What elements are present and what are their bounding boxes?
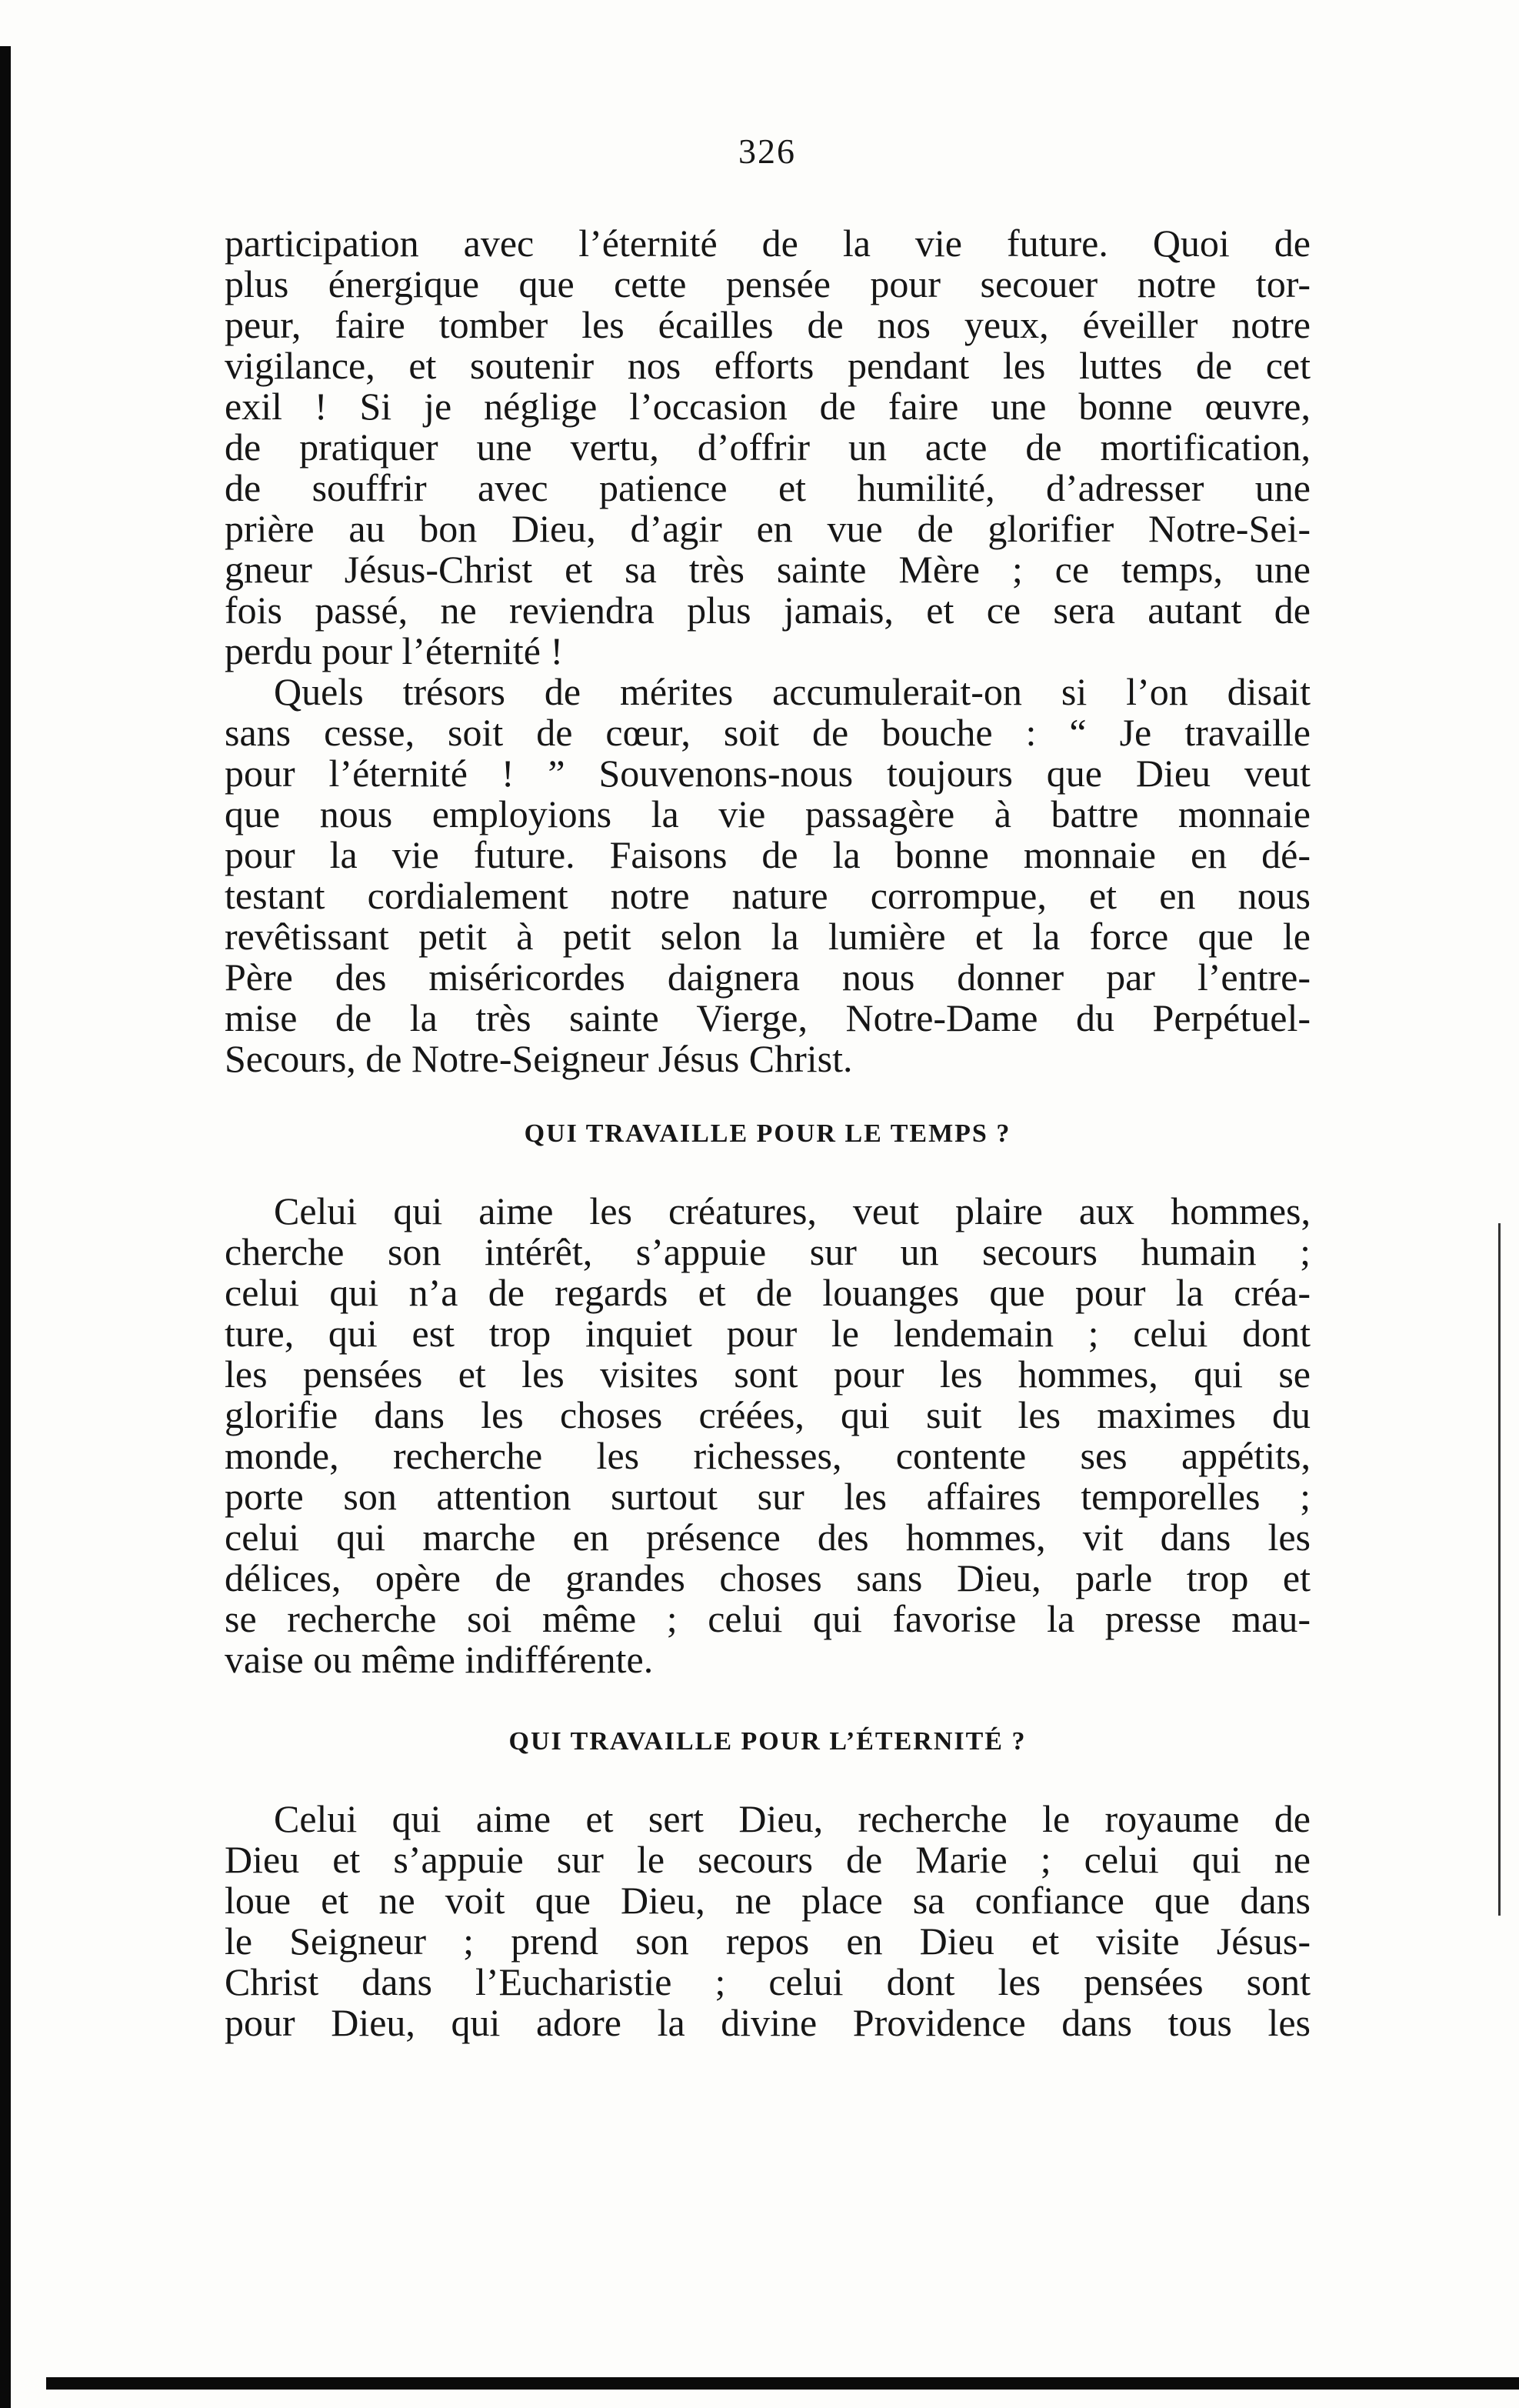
text-line: Dieu et s’appuie sur le secours de Marie ; celui qui ne bbox=[225, 1838, 1311, 1881]
text-line: se recherche soi même ; celui qui favorise la presse mau- bbox=[225, 1597, 1311, 1640]
text-line: vaise ou même indifférente. bbox=[225, 1638, 654, 1681]
text-line: celui qui marche en présence des hommes, vit dans les bbox=[225, 1516, 1311, 1559]
text-line: loue et ne voit que Dieu, ne place sa confiance que dans bbox=[225, 1879, 1311, 1922]
section-heading-eternity: QUI TRAVAILLE POUR L’ÉTERNITÉ ? bbox=[508, 1727, 1027, 1756]
text-line: Père des miséricordes daignera nous donner par l’entre- bbox=[225, 956, 1311, 999]
text-line: de pratiquer une vertu, d’offrir un acte de mortification, bbox=[225, 425, 1311, 469]
text-line: sans cesse, soit de cœur, soit de bouche : “ Je travaille bbox=[225, 711, 1311, 754]
text-line: Quels trésors de mérites accumulerait-on si l’on disait bbox=[274, 670, 1311, 713]
page-right-margin-mark bbox=[1498, 1223, 1501, 1916]
paragraph-works-for-eternity bbox=[225, 1799, 1311, 2043]
text-line: ture, qui est trop inquiet pour le lendemain ; celui dont bbox=[225, 1312, 1311, 1355]
text-line: exil ! Si je néglige l’occasion de faire une bonne œuvre, bbox=[225, 385, 1311, 428]
text-line: cherche son intérêt, s’appuie sur un secours humain ; bbox=[225, 1230, 1311, 1273]
text-line: fois passé, ne reviendra plus jamais, et ce sera autant de bbox=[225, 589, 1311, 632]
text-line: glorifie dans les choses créées, qui suit les maximes du bbox=[225, 1393, 1311, 1436]
text-line: vigilance, et soutenir nos efforts pendant les luttes de cet bbox=[225, 344, 1311, 387]
page-number: 326 bbox=[738, 132, 796, 171]
text-line: testant cordialement notre nature corrompue, et en nous bbox=[225, 874, 1311, 917]
text-line: les pensées et les visites sont pour les hommes, qui se bbox=[225, 1352, 1311, 1396]
text-line: Christ dans l’Eucharistie ; celui dont les pensées sont bbox=[225, 1960, 1311, 2003]
text-line: de souffrir avec patience et humilité, d’adresser une bbox=[225, 466, 1311, 509]
section-heading-time: QUI TRAVAILLE POUR LE TEMPS ? bbox=[524, 1119, 1011, 1148]
text-line: mise de la très sainte Vierge, Notre-Dame du Perpétuel- bbox=[225, 996, 1311, 1039]
text-line: pour Dieu, qui adore la divine Providence dans tous les bbox=[225, 2001, 1311, 2044]
page-left-border bbox=[0, 46, 11, 2408]
text-line: que nous employions la vie passagère à battre monnaie bbox=[225, 792, 1311, 835]
text-line: Secours, de Notre-Seigneur Jésus Christ. bbox=[225, 1037, 853, 1080]
page-bottom-border bbox=[46, 2377, 1519, 2390]
text-line: porte son attention surtout sur les affaires temporelles ; bbox=[225, 1475, 1311, 1518]
text-line: pour l’éternité ! ” Souvenons-nous toujours que Dieu veut bbox=[225, 752, 1311, 795]
text-line: peur, faire tomber les écailles de nos yeux, éveiller notre bbox=[225, 303, 1311, 346]
text-line: Celui qui aime et sert Dieu, recherche le royaume de bbox=[274, 1797, 1311, 1840]
text-line: celui qui n’a de regards et de louanges que pour la créa- bbox=[225, 1271, 1311, 1314]
text-line: plus énergique que cette pensée pour secouer notre tor- bbox=[225, 262, 1311, 305]
text-line: perdu pour l’éternité ! bbox=[225, 629, 564, 672]
paragraph-works-for-time bbox=[225, 1191, 1311, 1680]
text-line: délices, opère de grandes choses sans Dieu, parle trop et bbox=[225, 1556, 1311, 1599]
text-line: le Seigneur ; prend son repos en Dieu et visite Jésus- bbox=[225, 1919, 1311, 1963]
text-line: Celui qui aime les créatures, veut plaire aux hommes, bbox=[274, 1189, 1311, 1232]
text-line: pour la vie future. Faisons de la bonne monnaie en dé- bbox=[225, 833, 1311, 876]
paragraph-eternity-intro bbox=[225, 223, 1311, 1079]
text-line: gneur Jésus-Christ et sa très sainte Mère ; ce temps, une bbox=[225, 548, 1311, 591]
text-line: revêtissant petit à petit selon la lumière et la force que le bbox=[225, 915, 1311, 958]
text-line: prière au bon Dieu, d’agir en vue de glorifier Notre-Sei- bbox=[225, 507, 1311, 550]
text-line: participation avec l’éternité de la vie future. Quoi de bbox=[225, 222, 1311, 265]
text-line: monde, recherche les richesses, contente ses appétits, bbox=[225, 1434, 1311, 1477]
